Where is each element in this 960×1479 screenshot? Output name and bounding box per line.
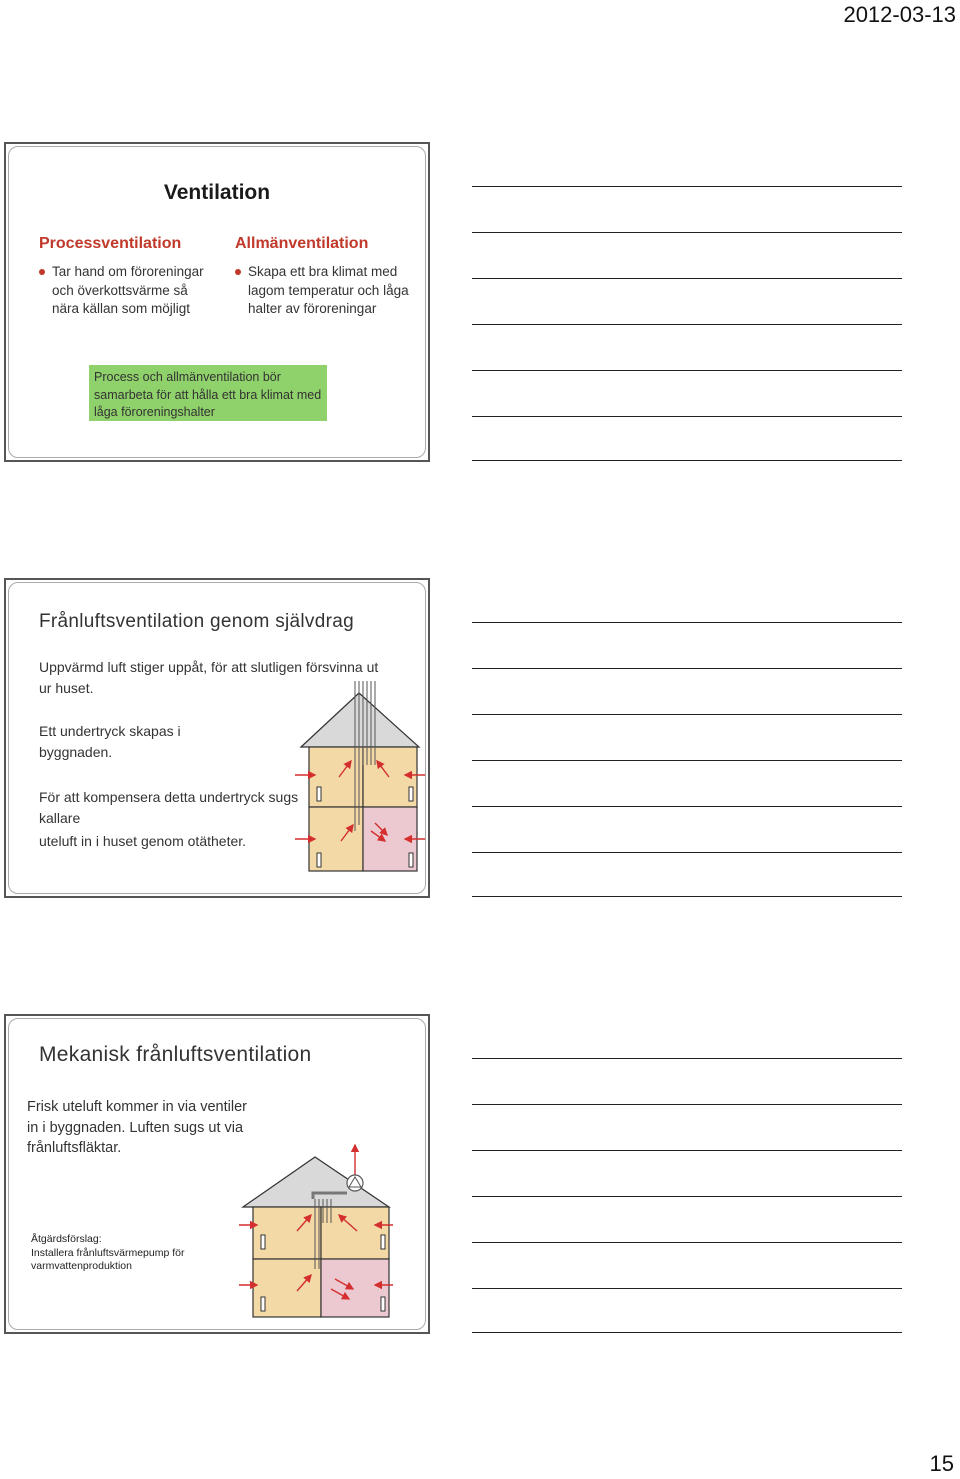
summary-box: Process och allmänventilation bör samarbeta för att hålla ett bra klimat med låga föroreningshalter xyxy=(89,365,327,421)
window xyxy=(317,787,321,801)
window xyxy=(261,1297,265,1311)
note-line xyxy=(472,416,902,417)
slide-frame xyxy=(8,1018,426,1330)
slide-frame xyxy=(8,582,426,894)
note-line xyxy=(472,1332,902,1333)
window xyxy=(409,853,413,867)
paragraph: För att kompensera detta undertryck sugs kallare xyxy=(39,789,299,826)
slide-title: Frånluftsventilation genom självdrag xyxy=(39,611,354,632)
note-line xyxy=(472,714,902,715)
paragraph: Uppvärmd luft stiger uppåt, för att slutligen försvinna ut ur huset. xyxy=(39,659,379,696)
window xyxy=(381,1235,385,1249)
note-line xyxy=(472,806,902,807)
room xyxy=(321,1259,389,1317)
general-bullet: Skapa ett bra klimat med lagom temperatur och låga halter av föroreningar xyxy=(235,263,415,319)
note-line xyxy=(472,622,902,623)
note-line xyxy=(472,1058,902,1059)
paragraph: Frisk uteluft kommer in via ventiler in i byggnaden. Luften sugs ut via frånluftsfläktar. xyxy=(27,1099,247,1156)
note-line xyxy=(472,1196,902,1197)
note-line xyxy=(472,852,902,853)
process-heading: Processventilation xyxy=(39,235,182,252)
note-line xyxy=(472,278,902,279)
house-mechanical-diagram xyxy=(235,1139,395,1329)
slide-ventilation xyxy=(4,142,430,462)
note-line xyxy=(472,1104,902,1105)
note-line xyxy=(472,1150,902,1151)
note-line xyxy=(472,1288,902,1289)
note-line xyxy=(472,668,902,669)
page-number: 15 xyxy=(929,1451,954,1476)
window xyxy=(409,787,413,801)
slide-mechanical-exhaust xyxy=(4,1014,430,1334)
note-line xyxy=(472,760,902,761)
process-bullet: Tar hand om föroreningar och överkottsvärme så nära källan som möjligt xyxy=(39,263,209,319)
paragraph: Ett undertryck skapas i byggnaden. xyxy=(39,723,181,760)
note-line xyxy=(472,232,902,233)
window xyxy=(381,1297,385,1311)
slide-title: Ventilation xyxy=(163,181,271,204)
note-line xyxy=(472,460,902,461)
slide-title: Mekanisk frånluftsventilation xyxy=(39,1043,312,1066)
house-natural-draft-diagram xyxy=(291,675,426,875)
note-line xyxy=(472,1242,902,1243)
slide-natural-draft xyxy=(4,578,430,898)
note-line xyxy=(472,186,902,187)
note-line xyxy=(472,370,902,371)
process-list xyxy=(39,263,209,319)
roof xyxy=(301,693,419,747)
action-proposal-heading: Åtgärdsförslag: xyxy=(31,1233,102,1245)
general-list xyxy=(235,263,415,319)
slide-frame xyxy=(8,146,426,458)
action-proposal xyxy=(31,1233,231,1274)
paragraph: uteluft in i huset genom otätheter. xyxy=(39,833,247,849)
window xyxy=(261,1235,265,1249)
roof xyxy=(243,1157,389,1207)
window xyxy=(317,853,321,867)
action-proposal-text: Installera frånluftsvärmepump för varmvattenproduktion xyxy=(31,1246,185,1272)
note-line xyxy=(472,896,902,897)
room xyxy=(253,1207,321,1259)
date-stamp: 2012-03-13 xyxy=(843,2,956,27)
note-line xyxy=(472,324,902,325)
general-heading: Allmänventilation xyxy=(235,235,369,252)
